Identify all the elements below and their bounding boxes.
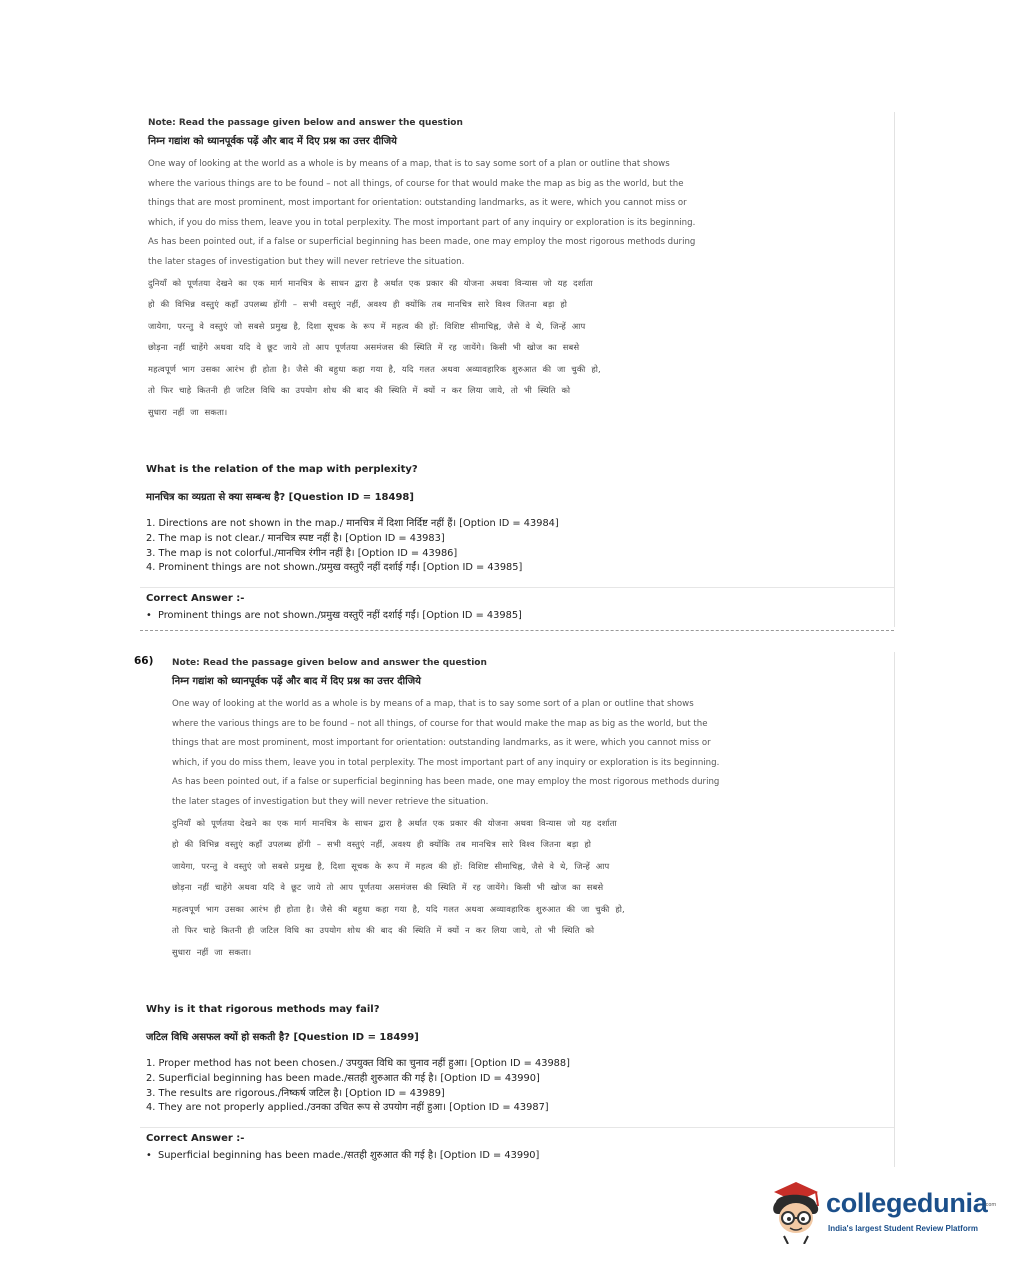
correct-answer (146, 593, 894, 621)
passage-line: where the various things are to be found – not all things, of course for that would make the map as big as the world, but the (172, 718, 708, 729)
passage-line: where the various things are to be found – not all things, of course for that would make the map as big as the world, but the (148, 178, 684, 189)
option-item: 2. Superficial beginning has been made./सतही शुरुआत की गई है। [Option ID = 43990] (146, 1072, 540, 1084)
question-text-hindi: जटिल विधि असफल क्यों हो सकती है? [Question ID = 18499] (146, 1032, 419, 1043)
passage-line: दुनियाँ को पूर्णतया देखने का एक मार्ग मानचित्र के साधन द्वारा है अर्थात एक प्रकार की योजना अथवा विन्यास जो यह दर्शाता (148, 277, 593, 288)
passage-line: तो फिर चाहे कितनी ही जटिल विधि का उपयोग शोध की बाद की स्थिति में क्यों न कर लिया जाये, तो भी स्थिति को (172, 925, 595, 936)
passage-line: तो फिर चाहे कितनी ही जटिल विधि का उपयोग शोध की बाद की स्थिति में क्यों न कर लिया जाये, तो भी स्थिति को (148, 385, 571, 396)
options-list (146, 1057, 894, 1116)
correct-answer (146, 1133, 894, 1161)
passage-line: things that are most prominent, most important for orientation: outstanding landmarks, as it were, which you cannot miss or (148, 198, 687, 209)
question-block (140, 112, 895, 627)
correct-answer-text: Prominent things are not shown./प्रमुख वस्तुएँ नहीं दर्शाई गईं। [Option ID = 43985] (158, 610, 522, 621)
passage-english (172, 695, 896, 813)
passage-note: Note: Read the passage given below and answer the question (148, 118, 463, 128)
passage-line: सुधारा नहीं जा सकता। (148, 406, 228, 417)
passage-line: छोड़ना नहीं चाहेंगे अथवा यदि वे छूट जाये तो आप पूर्णतया असमंजस की स्थिति में रह जायेंगे। किसी भी खोज का सबसे (172, 882, 604, 893)
passage (148, 118, 880, 423)
passage-line: As has been pointed out, if a false or superficial beginning has been made, one may employ the most rigorous methods during (172, 777, 720, 788)
passage-hindi (172, 813, 896, 964)
logo-domain: .com (984, 1202, 997, 1208)
passage-instruction-hindi: निम्न गद्यांश को ध्यानपूर्वक पढ़ें और बाद में दिए प्रश्न का उत्तर दीजिये (148, 136, 397, 147)
graduate-mascot-icon (766, 1178, 824, 1244)
question-text-english: What is the relation of the map with perplexity? (146, 464, 418, 475)
passage-line: which, if you do miss them, leave you in total perplexity. The most important part of any inquiry or exploration is its beginning. (148, 217, 696, 228)
passage-line: One way of looking at the world as a whole is by means of a map, that is to say some sort of a plan or outline that shows (148, 159, 670, 169)
passage-line: the later stages of investigation but they will never retrieve the situation. (172, 796, 489, 807)
passage-line: दुनियाँ को पूर्णतया देखने का एक मार्ग मानचित्र के साधन द्वारा है अर्थात एक प्रकार की योजना अथवा विन्यास जो यह दर्शाता (172, 817, 617, 828)
question-separator (140, 630, 894, 631)
passage-line: As has been pointed out, if a false or superficial beginning has been made, one may employ the most rigorous methods during (148, 237, 696, 248)
passage-line: हो की विभिन्न वस्तुएं कहाँ उपलब्ध होंगी – सभी वस्तुएं नहीं, अवश्य ही क्योंकि तब मानचित्र सारे विश्व जितना बड़ा हो (172, 839, 592, 850)
question-block (134, 652, 895, 1167)
passage-line: One way of looking at the world as a whole is by means of a map, that is to say some sort of a plan or outline that shows (172, 699, 694, 709)
option-item: 1. Proper method has not been chosen./ उपयुक्त विधि का चुनाव नहीं हुआ। [Option ID = 43988] (146, 1058, 570, 1069)
passage-note: Note: Read the passage given below and answer the question (172, 658, 487, 668)
option-item: 3. The results are rigorous./निष्कर्ष जटिल है। [Option ID = 43989] (146, 1087, 445, 1099)
passage-english (148, 155, 880, 273)
passage-instruction-hindi: निम्न गद्यांश को ध्यानपूर्वक पढ़ें और बाद में दिए प्रश्न का उत्तर दीजिये (172, 676, 421, 687)
collegedunia-logo (766, 1178, 996, 1248)
passage-line: जायेगा, परन्तु वे वस्तुएं जो सबसे प्रमुख है, दिशा सूचक के रूप में महत्व की हों: विशिष्ट सीमाचिह्न, जैसे वे थे, जिन्हें आप (172, 860, 610, 871)
answer-divider (140, 587, 894, 588)
question (146, 1004, 894, 1116)
passage-line: महत्वपूर्ण भाग उसका आरंभ ही होता है। जैसे की बहुधा कहा गया है, यदि गलत अथवा अव्यावहारिक शुरुआत की जा चुकी हो, (172, 903, 625, 914)
question-text-hindi: मानचित्र का व्यग्रता से क्या सम्बन्ध है? [Question ID = 18498] (146, 492, 414, 503)
question (146, 464, 894, 576)
option-item: 3. The map is not colorful./मानचित्र रंगीन नहीं है। [Option ID = 43986] (146, 547, 458, 559)
passage-line: जायेगा, परन्तु वे वस्तुएं जो सबसे प्रमुख है, दिशा सूचक के रूप में महत्व की हों: विशिष्ट सीमाचिह्न, जैसे वे थे, जिन्हें आप (148, 320, 586, 331)
passage-line: छोड़ना नहीं चाहेंगे अथवा यदि वे छूट जाये तो आप पूर्णतया असमंजस की स्थिति में रह जायेंगे। किसी भी खोज का सबसे (148, 342, 580, 353)
question-text-english: Why is it that rigorous methods may fail? (146, 1004, 380, 1015)
option-item: 1. Directions are not shown in the map./ मानचित्र में दिशा निर्दिष्ट नहीं हैं। [Option ID = 43984] (146, 518, 559, 529)
passage-line: सुधारा नहीं जा सकता। (172, 946, 252, 957)
passage-line: things that are most prominent, most important for orientation: outstanding landmarks, as it were, which you cannot miss or (172, 738, 711, 749)
question-number: 66) (134, 655, 154, 667)
answer-divider (140, 1127, 894, 1128)
option-item: 2. The map is not clear./ मानचित्र स्पष्ट नहीं है। [Option ID = 43983] (146, 532, 445, 544)
correct-answer-label: Correct Answer :- (146, 593, 245, 604)
logo-wordmark: collegedunia (826, 1188, 988, 1218)
passage-line: the later stages of investigation but they will never retrieve the situation. (148, 256, 465, 267)
passage-hindi (148, 273, 880, 424)
options-list (146, 517, 894, 576)
correct-answer-text: Superficial beginning has been made./सतही शुरुआत की गई है। [Option ID = 43990] (158, 1150, 540, 1161)
passage-line: हो की विभिन्न वस्तुएं कहाँ उपलब्ध होंगी – सभी वस्तुएं नहीं, अवश्य ही क्योंकि तब मानचित्र सारे विश्व जितना बड़ा हो (148, 299, 568, 310)
option-item: 4. Prominent things are not shown./प्रमुख वस्तुएँ नहीं दर्शाई गईं। [Option ID = 43985] (146, 562, 523, 574)
passage-line: which, if you do miss them, leave you in total perplexity. The most important part of any inquiry or exploration is its beginning. (172, 757, 720, 768)
correct-answer-label: Correct Answer :- (146, 1133, 245, 1144)
correct-answer-value: • Prominent things are not shown./प्रमुख वस्तुएँ नहीं दर्शाई गईं। [Option ID = 43985] (146, 610, 522, 621)
option-item: 4. They are not properly applied./उनका उचित रूप से उपयोग नहीं हुआ। [Option ID = 43987] (146, 1102, 549, 1114)
logo-tagline: India's largest Student Review Platform (828, 1224, 978, 1233)
correct-answer-value: • Superficial beginning has been made./सतही शुरुआत की गई है। [Option ID = 43990] (146, 1150, 540, 1161)
passage-line: महत्वपूर्ण भाग उसका आरंभ ही होता है। जैसे की बहुधा कहा गया है, यदि गलत अथवा अव्यावहारिक शुरुआत की जा चुकी हो, (148, 363, 601, 374)
passage (172, 658, 896, 963)
